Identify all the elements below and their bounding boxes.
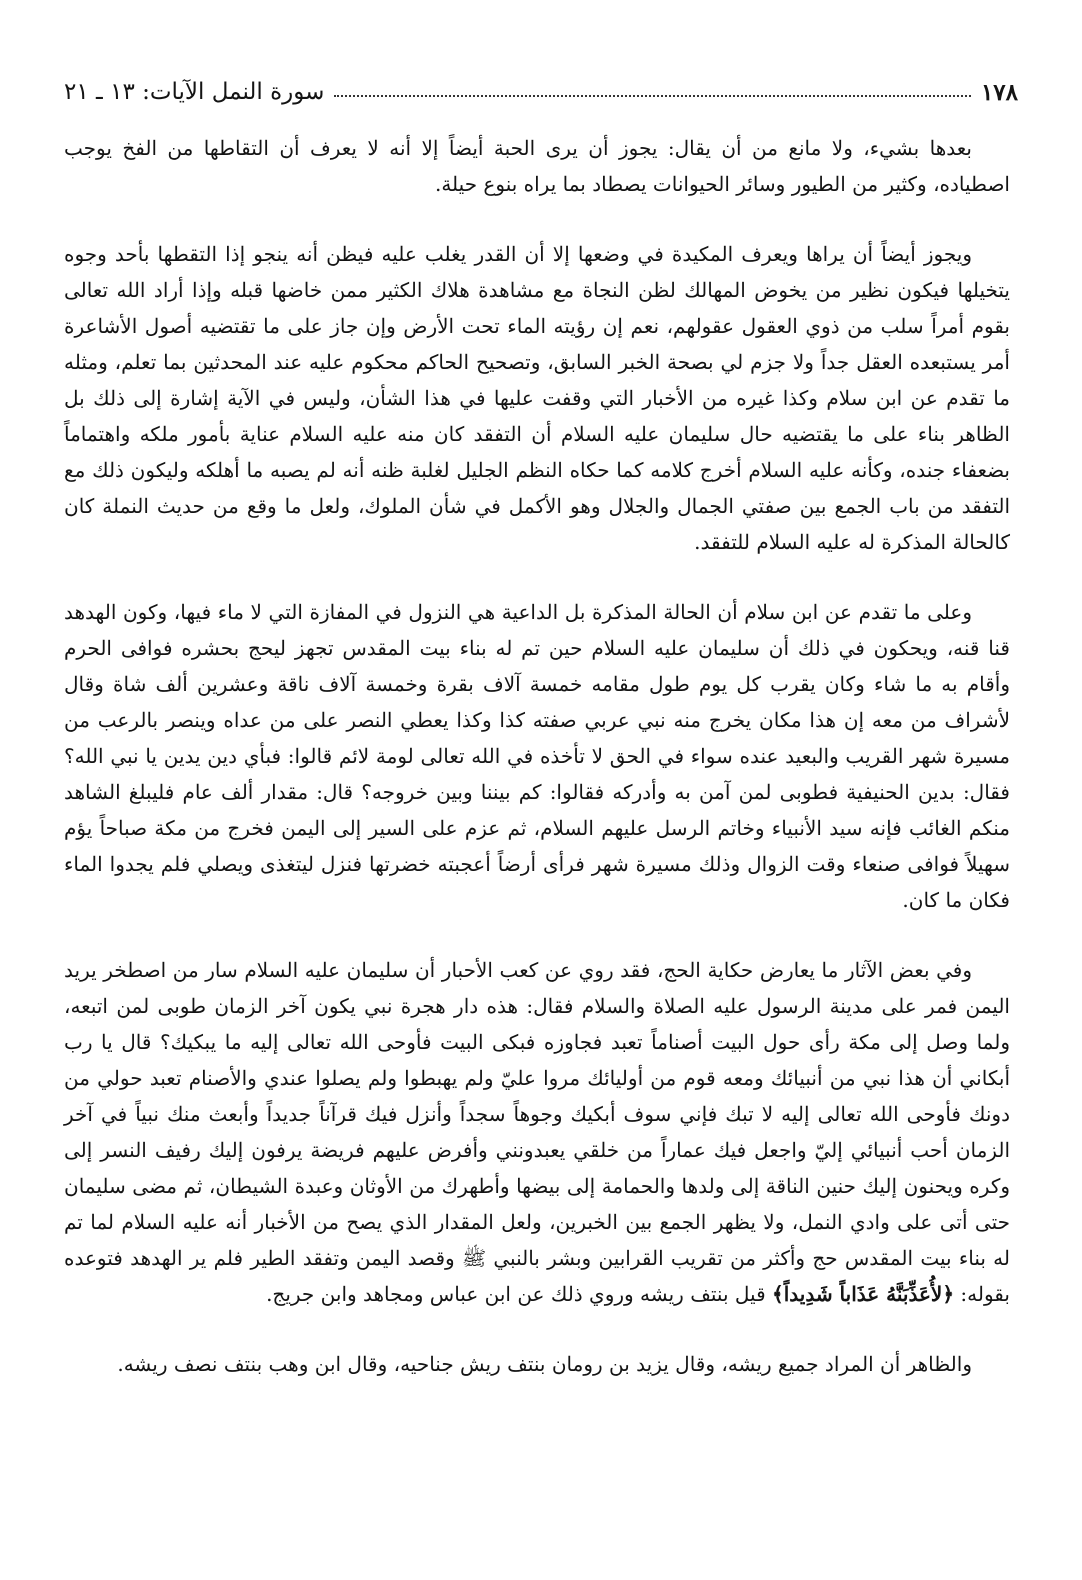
paragraph: وعلى ما تقدم عن ابن سلام أن الحالة المذكرة بل الداعية هي النزول في المفازة التي لا ماء فيها، وكون الهدهد قنا قنه، ويحكون في ذلك أن سليمان عليه السلام حين تم له بناء بيت المقدس تجهز ليحج بحشره فوافى الحرم وأقام به ما شاء وكان يقرب كل يوم طول مقامه خمسة آلاف بقرة وخمسة آلاف ناقة وعشرين ألف شاة وقال لأشراف من معه إن هذا مكان يخرج منه نبي عربي صفته كذا وكذا يعطي النصر على من عداه وينصر بالرعب من مسيرة شهر القريب والبعيد عنده سواء في الحق لا تأخذه في الله تعالى لومة لائم قالوا: فبأي دين يدين يا نبي الله؟ فقال: بدين الحنيفية فطوبى لمن آمن به وأدركه فقالوا: كم بيننا وبين خروجه؟ قال: مقدار ألف عام فليبلغ الشاهد منكم الغائب فإنه سيد الأنبياء وخاتم الرسل عليهم السلام، ثم عزم على السير إلى اليمن فخرج من مكة صباحاً يؤم سهيلاً فوافى صنعاء وقت الزوال وذلك مسيرة شهر فرأى أرضاً أعجبته خضرتها فنزل ليتغذى ويصلي فلم يجدوا الماء فكان ما كان. [64,600,1010,912]
paragraph: ويجوز أيضاً أن يراها ويعرف المكيدة في وضعها إلا أن القدر يغلب عليه فيظن أنه ينجو إذا التقطها بأحد وجوه يتخيلها فيكون نظير من يخوض المهالك لظن النجاة مع مشاهدة هلاك الكثير ممن خاضها قبله وإذا أراد الله تعالى بقوم أمراً سلب من ذوي العقول عقولهم، نعم إن رؤيته الماء تحت الأرض وإن جاز على ما تقتضيه أصول الأشاعرة أمر يستبعده العقل جداً ولا جزم لي بصحة الخبر السابق، وتصحيح الحاكم محكوم عليه عند المحدثين بما تعلم، ومثله ما تقدم عن ابن سلام وكذا غيره من الأخبار التي وقفت عليها في هذا الشأن، وليس في الآية إشارة إلى ذلك بل الظاهر بناء على ما يقتضيه حال سليمان عليه السلام أن التفقد كان منه عليه السلام عناية بأمور ملكه واهتماماً بضعفاء جنده، وكأنه عليه السلام أخرج كلامه كما حكاه النظم الجليل لغلبة ظنه أنه لم يصبه ما أهلكه وليكون ذلك مع التفقد من باب الجمع بين صفتي الجمال والجلال وهو الأكمل في شأن الملوك، ولعل ما وقع من حديث النملة كان كالحالة المذكرة له عليه السلام للتفقد. [64,242,1010,554]
paragraph-text: قيل بنتف ريشه وروي ذلك عن ابن عباس ومجاهد وابن جريج. [266,1282,772,1306]
paragraph [64,952,1010,1312]
quran-verse: ﴿لأُعَذِّبَنَّهُ عَذَاباً شَدِيداً﴾ [772,1282,955,1306]
page-number: ١٧٨ [980,78,1018,106]
page-header [64,74,1018,110]
page-body [64,130,1010,1382]
header-dotted-leader [334,95,971,97]
paragraph-text: وفي بعض الآثار ما يعارض حكاية الحج، فقد روي عن كعب الأحبار أن سليمان عليه السلام سار من اصطخر يريد اليمن فمر على مدينة الرسول عليه الصلاة والسلام فقال: هذه دار هجرة نبي يكون آخر الزمان طوبى لمن اتبعه، ولما وصل إلى مكة رأى حول البيت أصناماً تعبد فجاوزه فبكى البيت فأوحى الله تعالى إليه ما يبكيك؟ قال يا رب أبكاني أن هذا نبي من أنبيائك ومعه قوم من أوليائك مروا عليّ ولم يهبطوا ولم يصلوا عندي والأصنام تعبد حولي من دونك فأوحى الله تعالى إليه لا تبك فإني سوف أبكيك وجوهاً سجداً وأنزل فيك قرآناً جديداً وأبعث منك نبياً في آخر الزمان أحب أنبيائي إليّ واجعل فيك عماراً من خلقي يعبدونني وأفرض عليهم فريضة يرفون إليك رفيف النسر إلى وكره ويحنون إليك حنين الناقة إلى ولدها والحمامة إلى بيضها وأطهرك من الأوثان وعبدة الشيطان، ثم مضى سليمان حتى أتى على وادي النمل، ولا يظهر الجمع بين الخبرين، ولعل المقدار الذي يصح من الأخبار أنه عليه السلام لما تم له بناء بيت المقدس حج وأكثر من تقريب القرابين وبشر بالنبي ﷺ وقصد اليمن وتفقد الطير فلم ير الهدهد فتوعده بقوله: [64,958,1010,1306]
paragraph: بعدها بشيء، ولا مانع من أن يقال: يجوز أن يرى الحبة أيضاً إلا أنه لا يعرف أن التقاطها من الفخ يوجب اصطياده، وكثير من الطيور وسائر الحيوانات يصطاد بما يراه بنوع حيلة. [64,136,1010,196]
paragraph: والظاهر أن المراد جميع ريشه، وقال يزيد بن رومان بنتف ريش جناحيه، وقال ابن وهب بنتف نصف ريشه. [117,1352,972,1376]
surah-title: سورة النمل الآيات: ١٣ ـ ٢١ [64,78,325,105]
